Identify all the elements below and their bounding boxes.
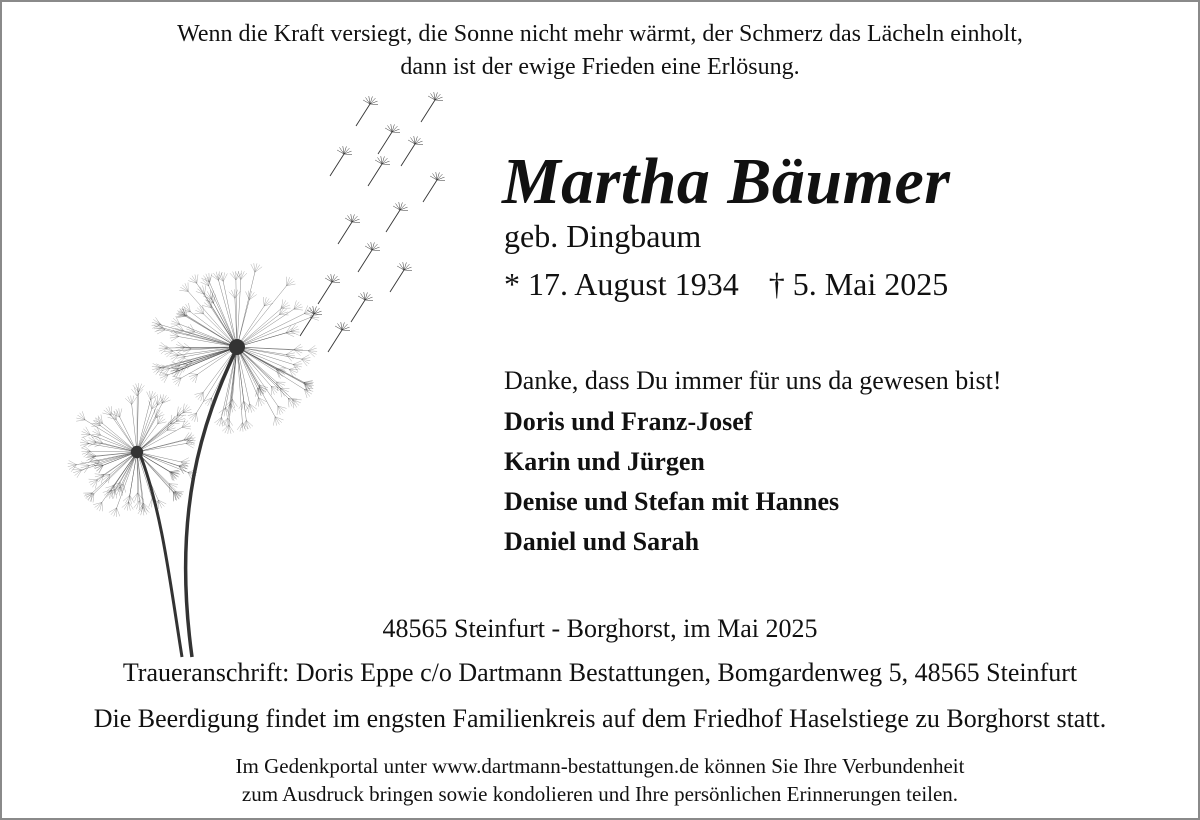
- birth-date: * 17. August 1934: [504, 266, 739, 302]
- dandelion-seed: [378, 124, 400, 154]
- birth-name: geb. Dingbaum: [504, 218, 702, 254]
- deceased-name: Martha Bäumer: [502, 145, 951, 218]
- dandelion-illustration: [52, 82, 482, 662]
- dandelion-seed: [351, 292, 373, 322]
- dandelion-head: [152, 263, 320, 434]
- dandelion-seed: [318, 274, 340, 304]
- dandelion-seed: [300, 306, 322, 336]
- dandelion-seed: [330, 146, 352, 176]
- dandelion-head: [68, 383, 197, 517]
- dandelion-seed: [401, 136, 423, 166]
- motto-line-2: dann ist der ewige Frieden eine Erlösung.: [400, 54, 800, 80]
- dandelion-seed: [386, 202, 408, 232]
- mourning-address: Traueranschrift: Doris Eppe c/o Dartmann Bestattungen, Bomgardenweg 5, 48565 Steinfurt: [122, 658, 1078, 687]
- family-member: Karin und Jürgen: [504, 447, 705, 476]
- motto-line-1: Wenn die Kraft versiegt, die Sonne nicht mehr wärmt, der Schmerz das Lächeln einholt,: [177, 21, 1023, 47]
- portal-line-1: Im Gedenkportal unter www.dartmann-bestattungen.de können Sie Ihre Verbundenheit: [235, 754, 965, 778]
- family-list: [504, 402, 839, 562]
- dandelion-seed: [423, 172, 445, 202]
- life-dates: [504, 266, 948, 303]
- dandelion-seed: [338, 214, 360, 244]
- family-member: Doris und Franz-Josef: [504, 407, 753, 436]
- funeral-notice: Die Beerdigung findet im engsten Familienkreis auf dem Friedhof Haselstiege zu Borghorst statt.: [93, 704, 1107, 733]
- dandelion-seed: [358, 242, 380, 272]
- place-and-date: 48565 Steinfurt - Borghorst, im Mai 2025: [382, 614, 818, 643]
- family-member: Daniel und Sarah: [504, 527, 700, 556]
- portal-line-2: zum Ausdruck bringen sowie kondolieren und Ihre persönlichen Erinnerungen teilen.: [241, 782, 959, 806]
- dandelion-seed: [368, 156, 390, 186]
- memorial-portal-note: [2, 752, 1198, 808]
- dandelion-stem: [186, 350, 236, 657]
- death-date: † 5. Mai 2025: [768, 266, 949, 302]
- thanks-line: Danke, dass Du immer für uns da gewesen bist!: [504, 366, 1002, 395]
- dandelion-seed: [421, 92, 443, 122]
- dandelion-seed: [328, 322, 350, 352]
- motto: [2, 18, 1198, 84]
- family-member: Denise und Stefan mit Hannes: [504, 487, 840, 516]
- dandelion-seed: [356, 96, 378, 126]
- dandelion-seed: [390, 262, 412, 292]
